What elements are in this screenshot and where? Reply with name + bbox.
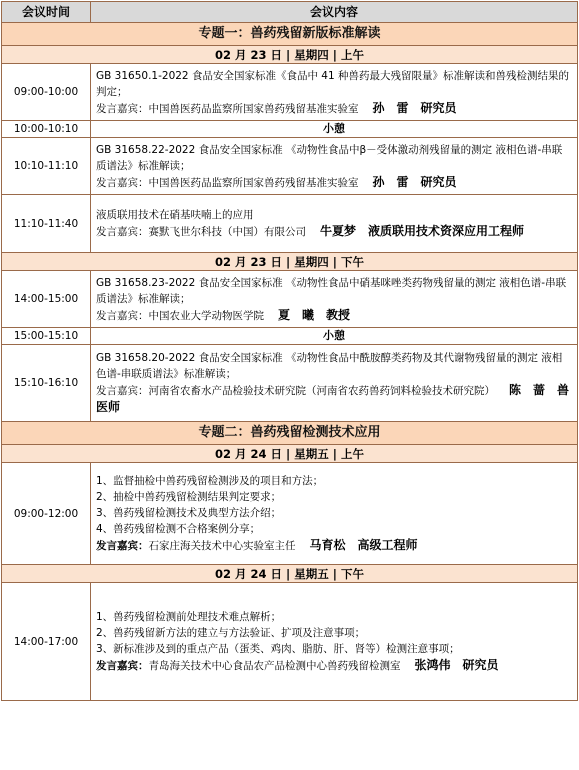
session-speaker (96, 657, 572, 674)
day-row (2, 445, 578, 463)
agenda-item: 4、兽药残留检测不合格案例分享； (96, 523, 261, 535)
day-row (2, 253, 578, 271)
topic-title: 专题二：兽药残留检测技术应用 (2, 422, 578, 445)
agenda-item: 3、新标准涉及到的重点产品（蛋类、鸡肉、脂肪、肝、肾等）检测注意事项； (96, 643, 460, 655)
speaker-org: 发言嘉宾：中国兽医药品监察所国家兽药残留基准实验室 (96, 102, 359, 115)
session-speaker (96, 382, 572, 416)
session-description: GB 31650.1-2022 食品安全国家标准《食品中 41 种兽药最大残留限量》标准解读和兽残检测结果的判定； (96, 69, 569, 98)
agenda-item: 3、兽药残留检测技术及典型方法介绍； (96, 507, 282, 519)
speaker-org: 发言嘉宾：河南省农畜水产品检验技术研究院（河南省农药兽药饲料检验技术研究院） (96, 385, 495, 397)
speaker-name: 夏 曦 教授 (278, 307, 351, 322)
speaker-label: 发言嘉宾： (96, 540, 149, 552)
session-row (2, 64, 578, 121)
day-row (2, 46, 578, 64)
day-label: 02 月 24 日 | 星期五 | 下午 (2, 565, 578, 583)
speaker-org: 石家庄海关技术中心实验室主任 (148, 540, 296, 552)
topic-row (2, 422, 578, 445)
session-description: GB 31658.23-2022 食品安全国家标准 《动物性食品中硝基咪唑类药物残留量的测定 液相色谱-串联质谱法》标准解读； (96, 276, 567, 305)
agenda-table (1, 1, 578, 701)
break-label: 小憩 (91, 121, 578, 138)
session-content (91, 271, 578, 328)
session-content (91, 345, 578, 422)
session-speaker (96, 307, 572, 324)
agenda-item: 1、监督抽检中兽药残留检测涉及的项目和方法； (96, 475, 324, 487)
break-row (2, 121, 578, 138)
speaker-org: 发言嘉宾：中国农业大学动物医学院 (96, 309, 264, 322)
day-label: 02 月 23 日 | 星期四 | 上午 (2, 46, 578, 64)
speaker-org: 发言嘉宾：赛默飞世尔科技（中国）有限公司 (96, 226, 306, 238)
speaker-name: 马育松 高级工程师 (309, 538, 418, 552)
speaker-name: 陈 蔷 兽医师 (96, 383, 570, 414)
agenda-item: 1、兽药残留检测前处理技术难点解析； (96, 611, 282, 623)
session-row (2, 271, 578, 328)
day-row (2, 565, 578, 583)
speaker-name: 牛夏梦 液质联用技术资深应用工程师 (320, 224, 525, 238)
session-description: GB 31658.22-2022 食品安全国家标准 《动物性食品中β－受体激动剂残留量的测定 液相色谱-串联质谱法》标准解读； (96, 143, 563, 172)
speaker-name: 张鸿伟 研究员 (414, 658, 499, 672)
speaker-org: 青岛海关技术中心食品农产品检测中心兽药残留检测室 (148, 660, 401, 672)
session-time: 14:00-17:00 (2, 583, 91, 701)
break-label: 小憩 (91, 328, 578, 345)
session-time: 09:00-10:00 (2, 64, 91, 121)
topic-title: 专题一：兽药残留新版标准解读 (2, 23, 578, 46)
speaker-name: 孙 雷 研究员 (372, 100, 457, 115)
session-content (91, 138, 578, 195)
session-content (91, 583, 578, 701)
session-speaker (96, 174, 572, 191)
session-row (2, 345, 578, 422)
day-label: 02 月 23 日 | 星期四 | 下午 (2, 253, 578, 271)
session-speaker (96, 100, 572, 117)
agenda-item: 2、兽药残留新方法的建立与方法验证、扩项及注意事项； (96, 627, 366, 639)
break-time: 10:00-10:10 (2, 121, 91, 138)
session-speaker (96, 537, 572, 554)
header-content: 会议内容 (91, 2, 578, 23)
table-header-row (2, 2, 578, 23)
speaker-org: 发言嘉宾：中国兽医药品监察所国家兽药残留基准实验室 (96, 176, 359, 189)
session-time: 09:00-12:00 (2, 463, 91, 565)
session-time: 15:10-16:10 (2, 345, 91, 422)
topic-row (2, 23, 578, 46)
session-speaker (96, 223, 572, 240)
day-label: 02 月 24 日 | 星期五 | 上午 (2, 445, 578, 463)
session-description: GB 31658.20-2022 食品安全国家标准 《动物性食品中酰胺醇类药物及其代谢物残留量的测定 液相色谱-串联质谱法》标准解读； (96, 352, 563, 380)
speaker-name: 孙 雷 研究员 (372, 174, 457, 189)
session-content (91, 195, 578, 253)
header-time: 会议时间 (2, 2, 91, 23)
session-row (2, 195, 578, 253)
session-row (2, 463, 578, 565)
break-time: 15:00-15:10 (2, 328, 91, 345)
break-row (2, 328, 578, 345)
session-content (91, 463, 578, 565)
session-row (2, 583, 578, 701)
session-row (2, 138, 578, 195)
session-time: 14:00-15:00 (2, 271, 91, 328)
session-description: 液质联用技术在硝基呋喃上的应用 (96, 209, 254, 221)
agenda-item: 2、抽检中兽药残留检测结果判定要求； (96, 491, 282, 503)
session-time: 11:10-11:40 (2, 195, 91, 253)
speaker-label: 发言嘉宾： (96, 660, 149, 672)
session-time: 10:10-11:10 (2, 138, 91, 195)
session-content (91, 64, 578, 121)
